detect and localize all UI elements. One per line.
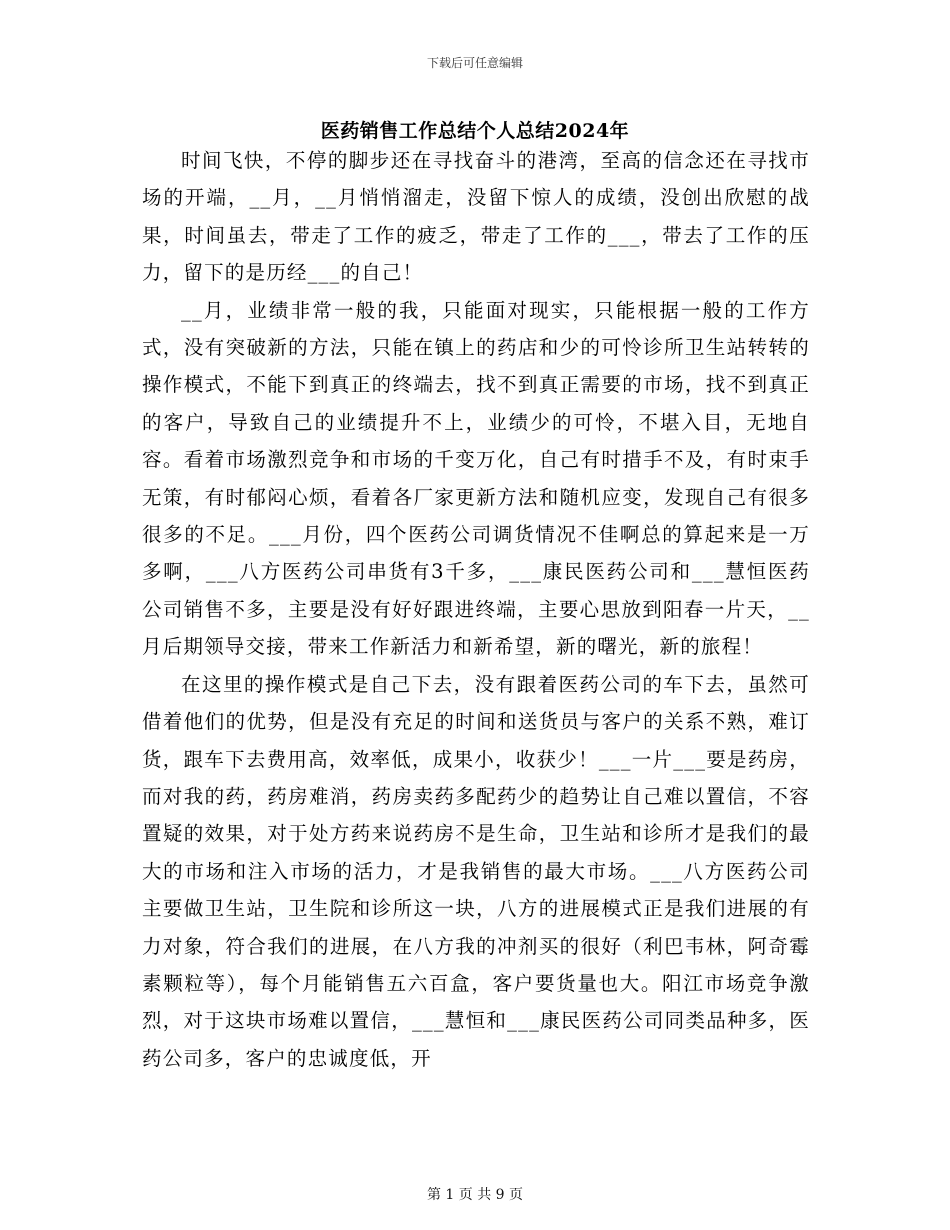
paragraph-1: 时间飞快，不停的脚步还在寻找奋斗的港湾，至高的信念还在寻找市场的开端，__月，__月悄悄溜走，没留下惊人的成绩，没创出欣慰的战果，时间虽去，带走了工作的疲乏，带走了工作的___，带去了工作的压力，留下的是历经___的自己！ xyxy=(142,149,810,285)
page-header-note: 下载后可任意编辑 xyxy=(426,56,523,70)
page-number: 第 1 页 共 9 页 xyxy=(426,1187,524,1203)
paragraph-2: __月，业绩非常一般的我，只能面对现实，只能根据一般的工作方式，没有突破新的方法，只能在镇上的药店和少的可怜诊所卫生站转转的操作模式，不能下到真正的终端去，找不到真正需要的市场，找不到真正的客户，导致自己的业绩提升不上，业绩少的可怜，不堪入目，无地自容。看着市场激烈竞争和市场的千变万化，自己有时措手不及，有时束手无策，有时郁闷心烦，看着各厂家更新方法和随机应变，发现自己有很多很多的不足。___月份，四个医药公司调货情况不佳啊总的算起来是一万多啊，___八方医药公司串货有3千多，___康民医药公司和___慧恒医药公司销售不多，主要是没有好好跟进终端，主要心思放到阳春一片天，__月后期领导交接，带来工作新活力和新希望，新的曙光，新的旅程！ xyxy=(142,298,810,659)
paragraph-3: 在这里的操作模式是自己下去，没有跟着医药公司的车下去，虽然可借着他们的优势，但是没有充足的时间和送货员与客户的关系不熟，难订货，跟车下去费用高，效率低，成果小，收获少！___一片___要是药房，而对我的药，药房难消，药房卖药多配药少的趋势让自己难以置信，不容置疑的效果，对于处方药来说药房不是生命，卫生站和诊所才是我们的最大的市场和注入市场的活力，才是我销售的最大市场。___八方医药公司主要做卫生站，卫生院和诊所这一块，八方的进展模式正是我们进展的有力对象，符合我们的进展，在八方我的冲剂买的很好（利巴韦林，阿奇霉素颗粒等），每个月能销售五六百盒，客户要货量也大。阳江市场竞争激烈，对于这块市场难以置信，___慧恒和___康民医药公司同类品种多，医药公司多，客户的忠诚度低，开 xyxy=(142,672,810,1070)
document-title: 医药销售工作总结个人总结2024年 xyxy=(320,120,630,142)
document-body xyxy=(142,142,810,1077)
